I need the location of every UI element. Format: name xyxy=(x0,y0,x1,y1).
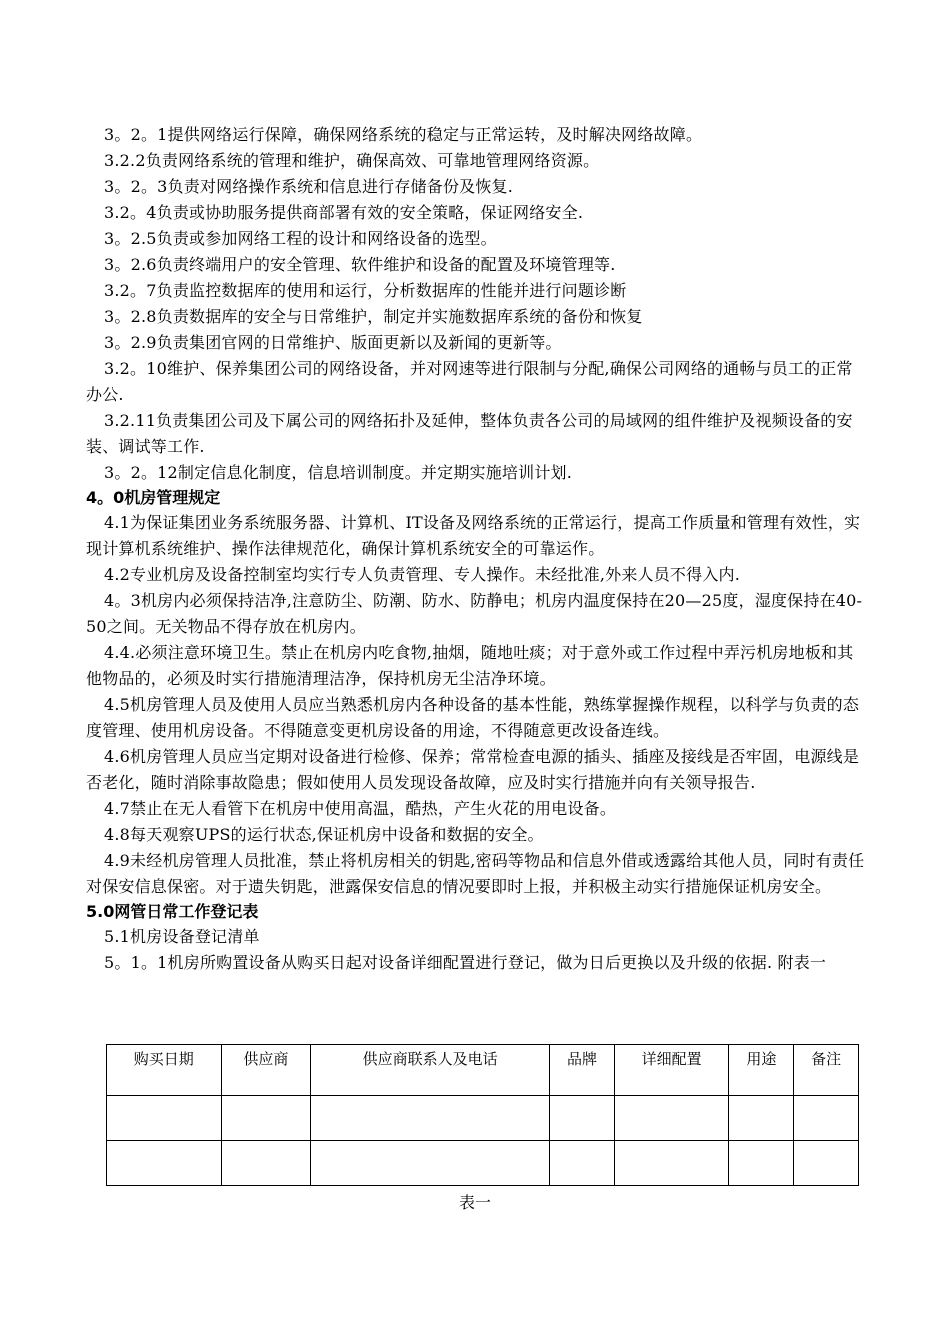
table-header-cell: 供应商联系人及电话 xyxy=(311,1045,550,1096)
table-cell xyxy=(729,1096,794,1141)
paragraph: 4.4.必须注意环境卫生。禁止在机房内吃食物,抽烟，随地吐痰；对于意外或工作过程中弄污机房地板和其他物品的，必须及时实行措施清理洁净，保持机房无尘洁净环境。 xyxy=(86,643,854,688)
paragraph: 3。2.6负责终端用户的安全管理、软件维护和设备的配置及环境管理等. xyxy=(104,255,616,274)
section-heading: 5.0网管日常工作登记表 xyxy=(86,902,259,921)
paragraph: 3。2。12制定信息化制度，信息培训制度。并定期实施培训计划. xyxy=(104,463,573,482)
table-header-cell: 购买日期 xyxy=(107,1045,222,1096)
table-cell xyxy=(550,1141,615,1186)
table-header-cell: 备注 xyxy=(794,1045,859,1096)
table-cell xyxy=(614,1141,729,1186)
paragraph: 4。3机房内必须保持洁净,注意防尘、防潮、防水、防静电；机房内温度保持在20—25度，湿度保持在40-50之间。无关物品不得存放在机房内。 xyxy=(86,591,863,636)
paragraph: 3。2。3负责对网络操作系统和信息进行存储备份及恢复. xyxy=(104,177,514,196)
table-header-cell: 品牌 xyxy=(550,1045,615,1096)
equipment-register-table xyxy=(106,1044,859,1186)
section-heading: 4。0机房管理规定 xyxy=(86,488,221,507)
paragraph: 4.6机房管理人员应当定期对设备进行检修、保养；常常检查电源的插头、插座及接线是否牢固，电源线是否老化，随时消除事故隐患；假如使用人员发现设备故障，应及时实行措施并向有关领导报告. xyxy=(86,747,860,792)
table-cell xyxy=(311,1141,550,1186)
table-row xyxy=(107,1096,859,1141)
table-cell xyxy=(107,1141,222,1186)
table-cell xyxy=(614,1096,729,1141)
paragraph: 3。2。1提供网络运行保障，确保网络系统的稳定与正常运转，及时解决网络故障。 xyxy=(104,125,703,144)
paragraph: 5.1机房设备登记清单 xyxy=(104,927,260,946)
table-cell xyxy=(221,1141,311,1186)
table-header-cell: 详细配置 xyxy=(614,1045,729,1096)
paragraph: 3.2.11负责集团公司及下属公司的网络拓扑及延伸，整体负责各公司的局域网的组件维护及视频设备的安装、调试等工作. xyxy=(86,411,853,456)
table-cell xyxy=(311,1096,550,1141)
paragraph: 3.2。4负责或协助服务提供商部署有效的安全策略，保证网络安全. xyxy=(104,203,584,222)
table-cell xyxy=(221,1096,311,1141)
paragraph: 5。1。1机房所购置设备从购买日起对设备详细配置进行登记，做为日后更换以及升级的依据. 附表一 xyxy=(104,953,827,972)
paragraph: 3。2.9负责集团官网的日常维护、版面更新以及新闻的更新等。 xyxy=(104,333,562,352)
paragraph: 4.5机房管理人员及使用人员应当熟悉机房内各种设备的基本性能，熟练掌握操作规程，以科学与负责的态度管理、使用机房设备。不得随意变更机房设备的用途，不得随意更改设备连线。 xyxy=(86,695,860,740)
paragraph: 3.2。10维护、保养集团公司的网络设备，并对网速等进行限制与分配,确保公司网络的通畅与员工的正常办公. xyxy=(86,359,853,404)
table-header-row xyxy=(107,1045,859,1096)
paragraph: 3.2.2负责网络系统的管理和维护，确保高效、可靠地管理网络资源。 xyxy=(104,151,600,170)
paragraph: 4.2专业机房及设备控制室均实行专人负责管理、专人操作。未经批准,外来人员不得入内. xyxy=(104,565,741,584)
paragraph: 4.7禁止在无人看管下在机房中使用高温，酷热，产生火花的用电设备。 xyxy=(104,799,617,818)
paragraph: 3。2.8负责数据库的安全与日常维护，制定并实施数据库系统的备份和恢复 xyxy=(104,307,643,326)
table-cell xyxy=(794,1096,859,1141)
table-cell xyxy=(729,1141,794,1186)
paragraph: 3。2.5负责或参加网络工程的设计和网络设备的选型。 xyxy=(104,229,497,248)
table-header-cell: 用途 xyxy=(729,1045,794,1096)
paragraph: 4.8每天观察UPS的运行状态,保证机房中设备和数据的安全。 xyxy=(104,825,544,844)
table-cell xyxy=(550,1096,615,1141)
paragraph: 4.1为保证集团业务系统服务器、计算机、IT设备及网络系统的正常运行，提高工作质量和管理有效性，实现计算机系统维护、操作法律规范化，确保计算机系统安全的可靠运作。 xyxy=(86,513,861,558)
table-row xyxy=(107,1141,859,1186)
paragraph: 4.9未经机房管理人员批准，禁止将机房相关的钥匙,密码等物品和信息外借或透露给其他人员，同时有责任对保安信息保密。对于遗失钥匙，泄露保安信息的情况要即时上报，并积极主动实行措施保证机房安全。 xyxy=(86,851,865,896)
table-caption: 表一 xyxy=(458,1193,491,1212)
table-cell xyxy=(794,1141,859,1186)
table-header-cell: 供应商 xyxy=(221,1045,311,1096)
table-cell xyxy=(107,1096,222,1141)
paragraph: 3.2。7负责监控数据库的使用和运行，分析数据库的性能并进行问题诊断 xyxy=(104,281,627,300)
document-body xyxy=(86,122,866,976)
